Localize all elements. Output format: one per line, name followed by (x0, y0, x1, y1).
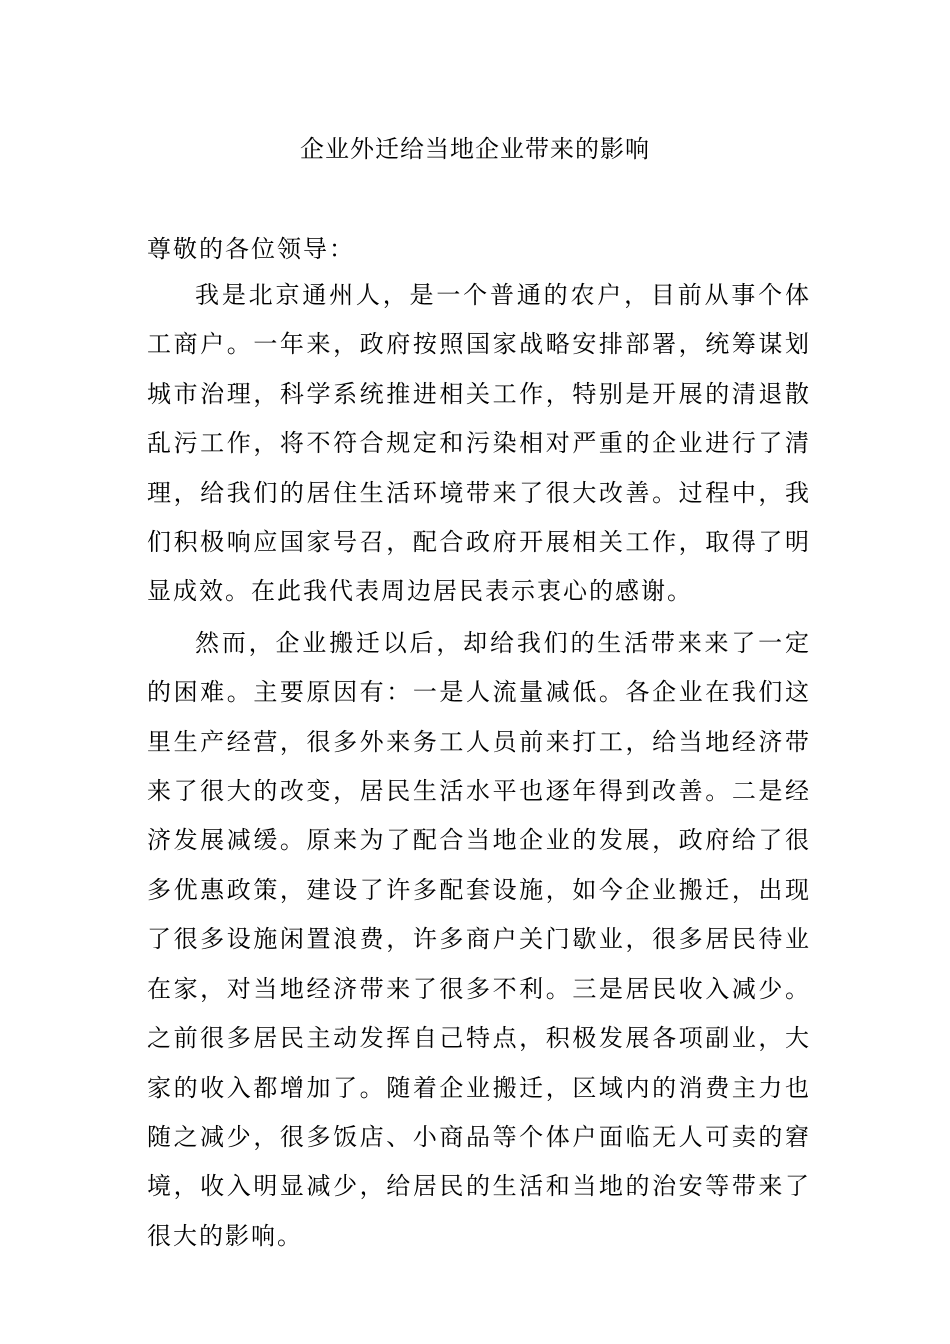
paragraph-1: 我是北京通州人，是一个普通的农户，目前从事个体工商户。一年来，政府按照国家战略安排部署，统筹谋划城市治理，科学系统推进相关工作，特别是开展的清退散乱污工作，将不符合规定和污染相对严重的企业进行了清理，给我们的居住生活环境带来了很大改善。过程中，我们积极响应国家号召，配合政府开展相关工作，取得了明显成效。在此我代表周边居民表示衷心的感谢。 (147, 281, 811, 606)
document-title: 企业外迁给当地企业带来的影响 (300, 135, 650, 163)
paragraph-2: 然而，企业搬迁以后，却给我们的生活带来来了一定的困难。主要原因有：一是人流量减低。各企业在我们这里生产经营，很多外来务工人员前来打工，给当地经济带来了很大的改变，居民生活水平也逐年得到改善。二是经济发展减缓。原来为了配合当地企业的发展，政府给了很多优惠政策，建设了许多配套设施，如今企业搬迁，出现了很多设施闲置浪费，许多商户关门歇业，很多居民待业在家，对当地经济带来了很多不利。三是居民收入减少。之前很多居民主动发挥自己特点，积极发展各项副业，大家的收入都增加了。随着企业搬迁，区域内的消费主力也随之减少，很多饭店、小商品等个体户面临无人可卖的窘境，收入明显减少，给居民的生活和当地的治安等带来了很大的影响。 (147, 628, 811, 1250)
document-body (147, 234, 811, 1261)
salutation: 尊敬的各位领导： (147, 235, 355, 263)
